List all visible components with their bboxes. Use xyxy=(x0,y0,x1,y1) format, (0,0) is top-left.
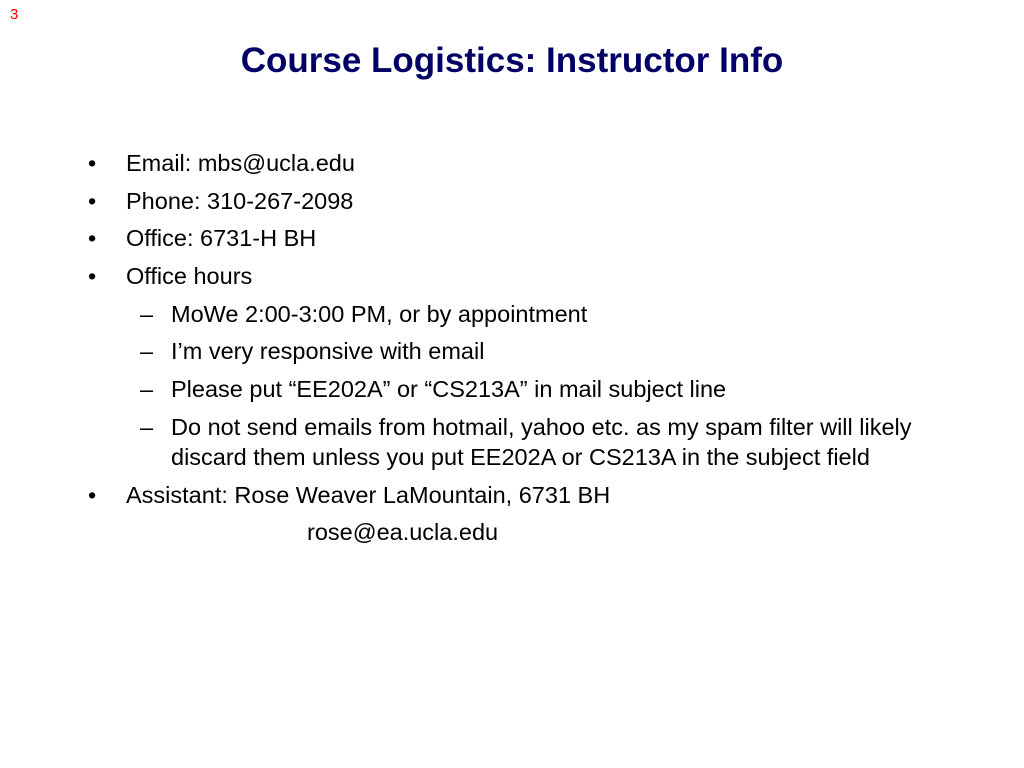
bullet-marker: • xyxy=(88,150,97,176)
assistant-email: rose@ea.ucla.edu xyxy=(307,519,499,546)
list-item-assistant xyxy=(0,480,1024,510)
dash-marker: – xyxy=(140,376,154,403)
office-text: Office: 6731-H BH xyxy=(126,225,317,252)
assistant-text: Assistant: Rose Weaver LaMountain, 6731 BH xyxy=(126,481,611,508)
sub-list-item xyxy=(0,412,1024,472)
sub-item-text: I’m very responsive with email xyxy=(171,338,485,365)
email-text: Email: mbs@ucla.edu xyxy=(126,150,355,176)
list-item-office-hours xyxy=(0,261,1024,291)
sub-list-item xyxy=(0,299,1024,329)
sub-item-text: Do not send emails from hotmail, yahoo etc. as my spam filter will likely discard them unless you put EE202A or CS213A in the subject field xyxy=(171,413,912,470)
dash-marker: – xyxy=(140,338,154,365)
list-item-phone xyxy=(0,186,1024,216)
bullet-list xyxy=(0,148,1024,547)
dash-marker: – xyxy=(140,413,154,440)
office-hours-text: Office hours xyxy=(126,263,253,290)
bullet-marker: • xyxy=(88,263,97,290)
phone-text: Phone: 310-267-2098 xyxy=(126,187,354,214)
sub-list-item xyxy=(0,374,1024,404)
sub-item-text: Please put “EE202A” or “CS213A” in mail subject line xyxy=(171,376,727,403)
list-item-office xyxy=(0,223,1024,253)
list-item-email xyxy=(0,148,1024,178)
slide-title: Course Logistics: Instructor Info xyxy=(240,41,784,80)
bullet-marker: • xyxy=(88,187,97,214)
bullet-marker: • xyxy=(88,225,97,252)
slide-number: 3 xyxy=(10,6,19,23)
bullet-marker: • xyxy=(88,481,97,508)
sub-list-item xyxy=(0,336,1024,366)
sub-item-text: MoWe 2:00-3:00 PM, or by appointment xyxy=(171,300,588,327)
dash-marker: – xyxy=(140,300,154,327)
